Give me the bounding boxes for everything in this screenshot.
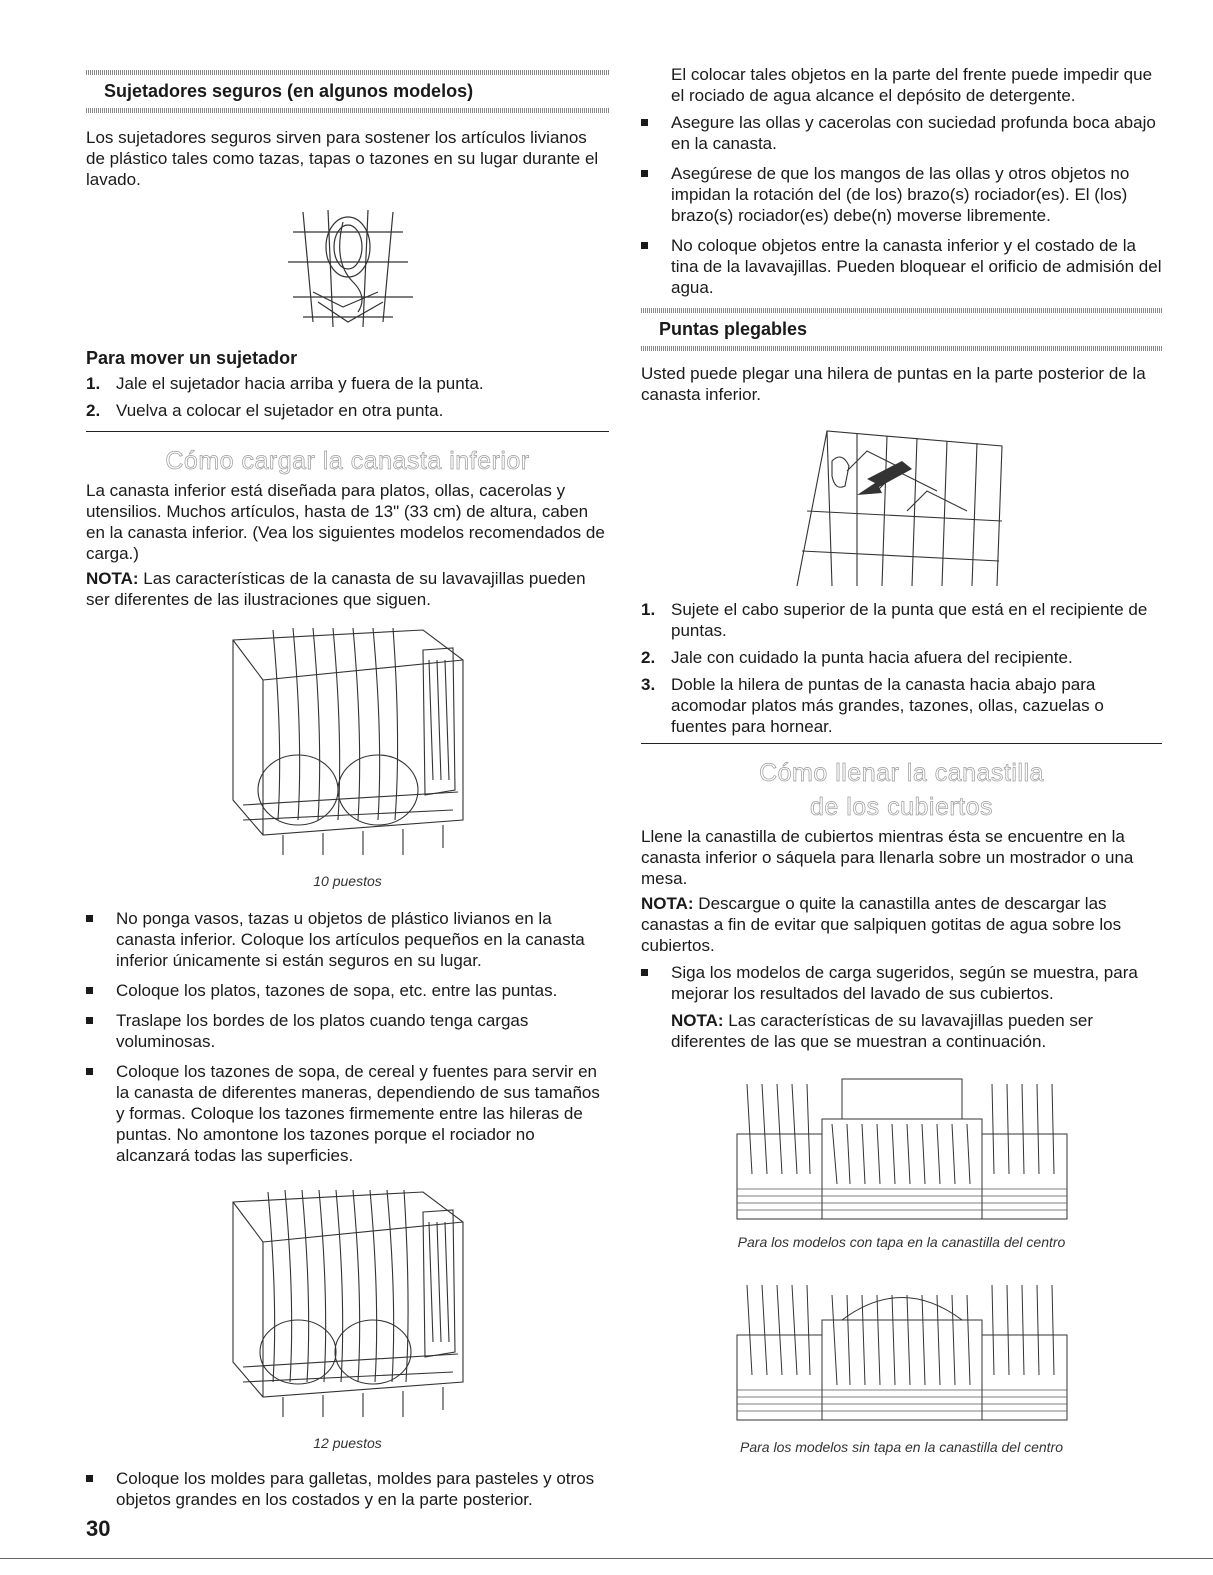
basket-with-cover-illustration	[732, 1074, 1072, 1224]
divider	[641, 743, 1162, 744]
list-item: Siga los modelos de carga sugeridos, según se muestra, para mejorar los resultados del lavado de sus cubiertos. NOTA: Las características de su lavavajillas pueden ser diferentes de las que se muestran a continuación.	[641, 962, 1162, 1052]
basket-text: Llene la canastilla de cubiertos mientras ésta se encuentre en la canasta inferior o sáquela para llenarla sobre un mostrador o una mesa.	[641, 827, 1134, 888]
section-hatch-rule	[86, 70, 609, 75]
lower-rack-heading: Cómo cargar la canasta inferior	[165, 447, 530, 475]
basket-heading-line2: de los cubiertos	[809, 793, 994, 821]
fig1-caption: 10 puestos	[313, 873, 382, 889]
section-hatch-rule	[86, 108, 609, 113]
clips-text: Los sujetadores seguros sirven para sostener los artículos livianos de plástico tales como tazas, tapas o tazones en su lugar durante el lavado.	[86, 128, 599, 189]
list-item: Coloque los moldes para galletas, moldes para pasteles y otros objetos grandes en los costados y en la parte posterior.	[86, 1468, 609, 1510]
move-clip-steps	[86, 373, 609, 421]
list-item: Traslape los bordes de los platos cuando tenga cargas voluminosas.	[86, 1010, 609, 1052]
divider	[86, 431, 609, 432]
list-item: 1. Jale el sujetador hacia arriba y fuera de la punta.	[86, 374, 484, 393]
move-clip-heading: Para mover un sujetador	[86, 348, 298, 368]
list-item: Coloque los platos, tazones de sopa, etc. entre las puntas.	[86, 980, 609, 1001]
page-number: 30	[86, 1516, 111, 1541]
lower-rack-note: NOTA: Las características de la canasta de su lavavajillas pueden ser diferentes de las ilustraciones que siguen.	[86, 569, 586, 609]
fold-tines-text: Usted puede plegar una hilera de puntas en la parte posterior de la canasta inferior.	[641, 364, 1146, 404]
section-hatch-rule	[641, 346, 1162, 351]
basket-without-cover-illustration	[732, 1275, 1072, 1425]
fold-tines-illustration	[787, 411, 1017, 591]
fig4-caption: Para los modelos sin tapa en la canastilla del centro	[740, 1439, 1063, 1455]
right-bullets	[641, 112, 1162, 298]
clip-illustration	[273, 202, 423, 342]
list-item: 2. Vuelva a colocar el sujetador en otra punta.	[86, 401, 444, 420]
list-item: 2. Jale con cuidado la punta hacia afuera del recipiente.	[641, 648, 1073, 667]
fold-tines-heading: Puntas plegables	[659, 319, 808, 339]
list-item: Coloque los tazones de sopa, de cereal y fuentes para servir en la canasta de diferentes maneras, dependiendo de sus tamaños y formas. Coloque los tazones firmemente entre las hileras de puntas. No amontone los tazones porque el rociador no alcanzará todas las superficies.	[86, 1061, 609, 1166]
left-column	[86, 0, 609, 1519]
fold-tines-steps	[641, 599, 1162, 737]
twelve-place-setting-illustration	[223, 1182, 473, 1427]
ten-place-setting-illustration	[223, 620, 473, 865]
list-item: No coloque objetos entre la canasta inferior y el costado de la tina de la lavavajillas. Pueden bloquear el orificio de admisión del agua.	[641, 235, 1162, 298]
list-item: 3. Doble la hilera de puntas de la canasta hacia abajo para acomodar platos más grandes, tazones, ollas, cazuelas o fuentes para hornear.	[641, 675, 1104, 736]
right-column	[641, 0, 1162, 1458]
list-item: Asegure las ollas y cacerolas con suciedad profunda boca abajo en la canasta.	[641, 112, 1162, 154]
continued-text: El colocar tales objetos en la parte del frente puede impedir que el rociado de agua alcance el depósito de detergente.	[671, 65, 1153, 105]
fig2-caption: 12 puestos	[313, 1435, 382, 1451]
section-hatch-rule	[641, 308, 1162, 313]
basket-bullet-note: NOTA: Las características de su lavavajillas pueden ser diferentes de las que se muestran a continuación.	[671, 1011, 1094, 1051]
list-item: Asegúrese de que los mangos de las ollas y otros objetos no impidan la rotación del (de los) brazo(s) rociador(es). El (los) brazo(s) rociador(es) debe(n) moverse libremente.	[641, 163, 1162, 226]
lower-rack-bullets	[86, 908, 609, 1166]
basket-note: NOTA: Descargue o quite la canastilla antes de descargar las canastas a fin de evitar que salpiquen gotitas de agua sobre los cubiertos.	[641, 894, 1122, 955]
clips-heading: Sujetadores seguros (en algunos modelos)	[104, 81, 474, 101]
footer-rule	[0, 1558, 1213, 1559]
list-item: No ponga vasos, tazas u objetos de plástico livianos en la canasta inferior. Coloque los artículos pequeños en la canasta inferior únicamente si están seguros en su lugar.	[86, 908, 609, 971]
basket-heading-line1: Cómo llenar la canastilla	[759, 759, 1044, 787]
basket-bullets	[641, 962, 1162, 1052]
lower-rack-text: La canasta inferior está diseñada para platos, ollas, cacerolas y utensilios. Muchos artículos, hasta de 13" (33 cm) de altura, caben en la canasta inferior. (Vea los siguientes modelos recomendados de carga.)	[86, 481, 605, 563]
list-item: 1. Sujete el cabo superior de la punta que está en el recipiente de puntas.	[641, 600, 1148, 640]
lower-rack-last-bullet	[86, 1468, 609, 1510]
fig3-caption: Para los modelos con tapa en la canastilla del centro	[737, 1234, 1066, 1250]
